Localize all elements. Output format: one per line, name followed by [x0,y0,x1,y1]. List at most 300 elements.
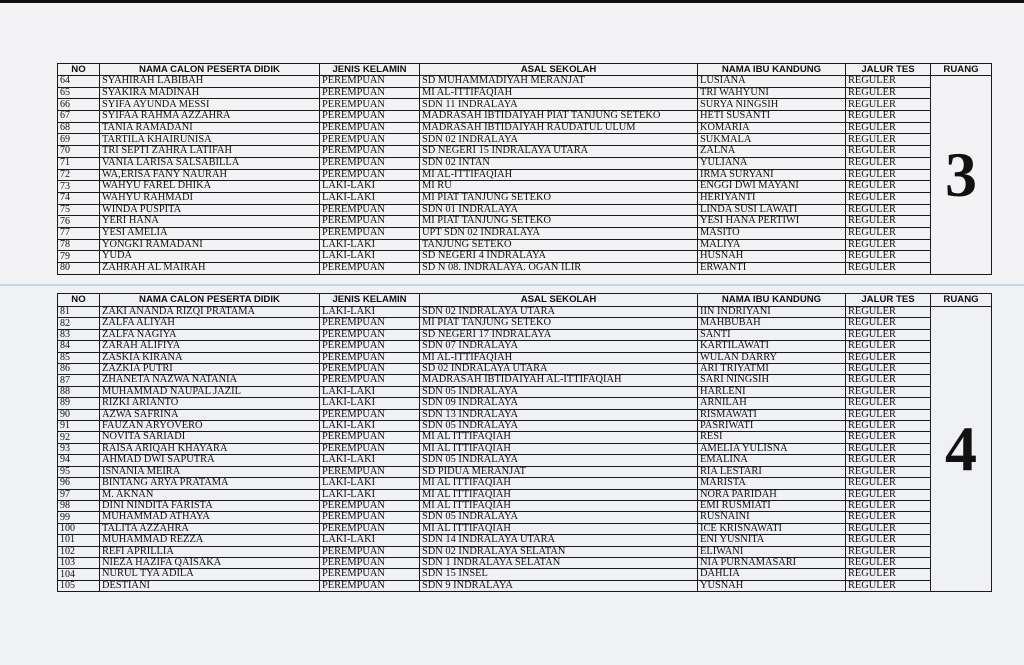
cell-asal-sekolah: SDN 05 INDRALAYA [420,421,698,432]
cell-nama: TALITA AZZAHRA [100,523,320,534]
cell-asal-sekolah: SD 02 INDRALAYA UTARA [420,364,698,375]
cell-jalur-tes: REGULER [846,535,931,546]
cell-asal-sekolah: SD NEGERI 15 INDRALAYA UTARA [420,146,698,158]
cell-no: 66 [58,99,100,111]
table-row [58,398,992,409]
cell-nama: ISNANIA MEIRA [100,466,320,477]
cell-jalur-tes: REGULER [846,146,931,158]
cell-jenis-kelamin: PEREMPUAN [320,523,420,534]
cell-jalur-tes: REGULER [846,76,931,88]
cell-asal-sekolah: MI AL-ITTIFAQIAH [420,352,698,363]
cell-nama: SYIFA AYUNDA MESSI [100,99,320,111]
cell-asal-sekolah: MI AL ITTIFAQIAH [420,489,698,500]
cell-nama-ibu: EMALINA [698,455,846,466]
header-nama-ibu: NAMA IBU KANDUNG [698,294,846,307]
cell-no: 102 [58,546,100,557]
cell-asal-sekolah: SD PIDUA MERANJAT [420,466,698,477]
cell-nama: REFI APRILLIA [100,546,320,557]
cell-nama-ibu: ERWANTI [698,263,846,275]
cell-nama: YESI AMELIA [100,227,320,239]
cell-nama-ibu: YUSNAH [698,580,846,591]
cell-asal-sekolah: MI AL-ITTIFAQIAH [420,169,698,181]
cell-nama: WAHYU RAHMADI [100,192,320,204]
table-row [58,239,992,251]
table-row [58,111,992,123]
cell-nama: SYAKIRA MADINAH [100,87,320,99]
cell-nama: YONGKI RAMADANI [100,239,320,251]
table-row [58,478,992,489]
cell-nama-ibu: ARI TRIYATMI [698,364,846,375]
cell-nama: YUDA [100,251,320,263]
cell-jalur-tes: REGULER [846,87,931,99]
cell-nama-ibu: MARISTA [698,478,846,489]
cell-nama-ibu: RESI [698,432,846,443]
cell-jenis-kelamin: LAKI-LAKI [320,181,420,193]
cell-no: 65 [58,87,100,99]
cell-nama-ibu: ELIWANI [698,546,846,557]
cell-no: 69 [58,134,100,146]
table-row [58,512,992,523]
cell-jalur-tes: REGULER [846,398,931,409]
cell-nama: ZARAH ALIFIYA [100,341,320,352]
cell-nama-ibu: YESI HANA PERTIWI [698,216,846,228]
cell-jenis-kelamin: PEREMPUAN [320,443,420,454]
cell-jenis-kelamin: PEREMPUAN [320,375,420,386]
cell-jenis-kelamin: PEREMPUAN [320,216,420,228]
cell-nama-ibu: IRMA SURYANI [698,169,846,181]
cell-jalur-tes: REGULER [846,251,931,263]
header-jenis-kelamin: JENIS KELAMIN [320,64,420,76]
cell-asal-sekolah: SDN 9 INDRALAYA [420,580,698,591]
cell-asal-sekolah: SDN 02 INDRALAYA UTARA [420,307,698,318]
cell-jenis-kelamin: LAKI-LAKI [320,489,420,500]
table-row [58,500,992,511]
cell-no: 78 [58,239,100,251]
cell-no: 71 [58,157,100,169]
room-number: 4 [931,307,992,592]
cell-no: 101 [58,535,100,546]
header-no: NO [58,64,100,76]
cell-no: 98 [58,500,100,511]
header-nama: NAMA CALON PESERTA DIDIK [100,64,320,76]
table-row [58,580,992,591]
cell-nama: WA,ERISA FANY NAURAH [100,169,320,181]
cell-jalur-tes: REGULER [846,318,931,329]
cell-no: 81 [58,307,100,318]
cell-no: 90 [58,409,100,420]
cell-nama-ibu: IIN INDRIYANI [698,307,846,318]
cell-jenis-kelamin: LAKI-LAKI [320,455,420,466]
cell-jenis-kelamin: LAKI-LAKI [320,192,420,204]
cell-asal-sekolah: MI RU [420,181,698,193]
cell-nama: SYAHIRAH LABIBAH [100,76,320,88]
header-asal-sekolah: ASAL SEKOLAH [420,64,698,76]
cell-nama: NOVITA SARIADI [100,432,320,443]
cell-jalur-tes: REGULER [846,500,931,511]
table-row [58,216,992,228]
cell-no: 95 [58,466,100,477]
table-row [58,535,992,546]
cell-jenis-kelamin: PEREMPUAN [320,227,420,239]
cell-nama: FAUZAN ARYOVERO [100,421,320,432]
table-row [58,87,992,99]
cell-jalur-tes: REGULER [846,375,931,386]
cell-jalur-tes: REGULER [846,478,931,489]
cell-nama-ibu: HUSNAH [698,251,846,263]
table-row [58,455,992,466]
cell-nama: ZAZKIA PUTRI [100,364,320,375]
cell-no: 76 [58,216,100,228]
cell-no: 73 [58,181,100,193]
table-header-row [58,64,992,76]
roster-table-room-3 [57,63,992,275]
cell-no: 91 [58,421,100,432]
table-row [58,557,992,568]
cell-jalur-tes: REGULER [846,421,931,432]
table-row [58,364,992,375]
cell-asal-sekolah: SDN 09 INDRALAYA [420,398,698,409]
cell-nama-ibu: HETI SUSANTI [698,111,846,123]
cell-nama-ibu: AMELIA YULISNA [698,443,846,454]
table-row [58,432,992,443]
cell-nama: ZAKI ANANDA RIZQI PRATAMA [100,307,320,318]
cell-asal-sekolah: SDN 07 INDRALAYA [420,341,698,352]
cell-nama-ibu: HARLENI [698,386,846,397]
cell-asal-sekolah: MADRASAH IBTIDAIYAH RAUDATUL ULUM [420,122,698,134]
cell-asal-sekolah: SDN 05 INDRALAYA [420,512,698,523]
cell-jalur-tes: REGULER [846,580,931,591]
cell-nama-ibu: SUKMALA [698,134,846,146]
cell-nama: YERI HANA [100,216,320,228]
table-row [58,466,992,477]
cell-no: 70 [58,146,100,158]
cell-jalur-tes: REGULER [846,409,931,420]
table-row [58,157,992,169]
cell-no: 68 [58,122,100,134]
cell-asal-sekolah: SDN 05 INDRALAYA [420,455,698,466]
cell-jalur-tes: REGULER [846,263,931,275]
cell-jalur-tes: REGULER [846,204,931,216]
cell-no: 92 [58,432,100,443]
cell-no: 79 [58,251,100,263]
cell-no: 64 [58,76,100,88]
cell-nama-ibu: KARTILAWATI [698,341,846,352]
table-header-row [58,294,992,307]
cell-nama: VANIA LARISA SALSABILLA [100,157,320,169]
cell-asal-sekolah: MI AL ITTIFAQIAH [420,478,698,489]
cell-nama: ZAHRAH AL MAIRAH [100,263,320,275]
cell-jalur-tes: REGULER [846,466,931,477]
cell-nama-ibu: MALIYA [698,239,846,251]
cell-asal-sekolah: MADRASAH IBTIDAIYAH AL-ITTIFAQIAH [420,375,698,386]
cell-jenis-kelamin: LAKI-LAKI [320,478,420,489]
cell-nama-ibu: PASRIWATI [698,421,846,432]
table-row [58,122,992,134]
cell-jenis-kelamin: PEREMPUAN [320,580,420,591]
cell-no: 84 [58,341,100,352]
cell-jenis-kelamin: PEREMPUAN [320,364,420,375]
cell-nama-ibu: TRI WAHYUNI [698,87,846,99]
cell-nama-ibu: RISMAWATI [698,409,846,420]
cell-jenis-kelamin: PEREMPUAN [320,500,420,511]
table-row [58,386,992,397]
cell-jalur-tes: REGULER [846,134,931,146]
cell-jenis-kelamin: PEREMPUAN [320,204,420,216]
cell-nama: NIEZA HAZIFA QAISAKA [100,557,320,568]
cell-jalur-tes: REGULER [846,557,931,568]
cell-asal-sekolah: MI AL ITTIFAQIAH [420,432,698,443]
cell-asal-sekolah: UPT SDN 02 INDRALAYA [420,227,698,239]
cell-asal-sekolah: SDN 01 INDRALAYA [420,204,698,216]
cell-nama: ZALFA NAGIYA [100,329,320,340]
cell-no: 89 [58,398,100,409]
cell-asal-sekolah: SDN 05 INDRALAYA [420,386,698,397]
cell-asal-sekolah: MI AL-ITTIFAQIAH [420,87,698,99]
table-row [58,318,992,329]
cell-nama: MUHAMMAD REZZA [100,535,320,546]
cell-jenis-kelamin: PEREMPUAN [320,557,420,568]
cell-jenis-kelamin: PEREMPUAN [320,546,420,557]
cell-no: 86 [58,364,100,375]
cell-nama: TARTILA KHAIRUNISA [100,134,320,146]
cell-no: 74 [58,192,100,204]
cell-jalur-tes: REGULER [846,181,931,193]
table-body [58,76,992,275]
cell-asal-sekolah: SDN 1 INDRALAYA SELATAN [420,557,698,568]
cell-asal-sekolah: SDN 14 INDRALAYA UTARA [420,535,698,546]
cell-no: 82 [58,318,100,329]
cell-nama-ibu: NORA PARIDAH [698,489,846,500]
cell-jenis-kelamin: PEREMPUAN [320,352,420,363]
cell-nama-ibu: NIA PURNAMASARI [698,557,846,568]
cell-asal-sekolah: MADRASAH IBTIDAIYAH PIAT TANJUNG SETEKO [420,111,698,123]
header-ruang: RUANG [931,294,992,307]
cell-nama: RIZKI ARIANTO [100,398,320,409]
cell-nama: DESTIANI [100,580,320,591]
cell-nama-ibu: YULIANA [698,157,846,169]
table-row [58,307,992,318]
cell-jenis-kelamin: PEREMPUAN [320,466,420,477]
cell-no: 103 [58,557,100,568]
cell-nama: MUHAMMAD NAUPAL JAZIL [100,386,320,397]
cell-nama: RAISA ARIQAH KHAYARA [100,443,320,454]
cell-jenis-kelamin: PEREMPUAN [320,76,420,88]
cell-nama: TANIA RAMADANI [100,122,320,134]
cell-nama: SYIFAA RAHMA AZZAHRA [100,111,320,123]
cell-nama: TRI SEPTI ZAHRA LATIFAH [100,146,320,158]
cell-jenis-kelamin: PEREMPUAN [320,87,420,99]
cell-asal-sekolah: SDN 02 INDRALAYA [420,134,698,146]
table-row [58,489,992,500]
cell-asal-sekolah: SD MUHAMMADIYAH MERANJAT [420,76,698,88]
cell-jenis-kelamin: PEREMPUAN [320,169,420,181]
cell-asal-sekolah: MI PIAT TANJUNG SETEKO [420,192,698,204]
cell-nama-ibu: KOMARIA [698,122,846,134]
cell-nama-ibu: LINDA SUSI LAWATI [698,204,846,216]
cell-no: 88 [58,386,100,397]
cell-no: 80 [58,263,100,275]
table-row [58,134,992,146]
cell-no: 83 [58,329,100,340]
cell-no: 87 [58,375,100,386]
cell-nama: DINI NINDITA FARISTA [100,500,320,511]
table-row [58,523,992,534]
cell-nama: ZALFA ALIYAH [100,318,320,329]
cell-jalur-tes: REGULER [846,386,931,397]
cell-jalur-tes: REGULER [846,216,931,228]
header-jalur-tes: JALUR TES [846,294,931,307]
cell-asal-sekolah: SD NEGERI 17 INDRALAYA [420,329,698,340]
table-row [58,263,992,275]
cell-no: 67 [58,111,100,123]
table-body [58,307,992,592]
cell-no: 75 [58,204,100,216]
cell-nama-ibu: DAHLIA [698,569,846,580]
cell-asal-sekolah: MI AL ITTIFAQIAH [420,443,698,454]
cell-jenis-kelamin: PEREMPUAN [320,512,420,523]
cell-nama-ibu: HERIYANTI [698,192,846,204]
cell-asal-sekolah: MI AL ITTIFAQIAH [420,523,698,534]
cell-asal-sekolah: TANJUNG SETEKO [420,239,698,251]
cell-jalur-tes: REGULER [846,443,931,454]
table-row [58,204,992,216]
cell-jalur-tes: REGULER [846,569,931,580]
table-row [58,443,992,454]
header-jenis-kelamin: JENIS KELAMIN [320,294,420,307]
room-number: 3 [931,76,992,275]
header-ruang: RUANG [931,64,992,76]
cell-nama: M. AKNAN [100,489,320,500]
header-asal-sekolah: ASAL SEKOLAH [420,294,698,307]
cell-jalur-tes: REGULER [846,546,931,557]
roster-table-room-4 [57,293,992,592]
cell-nama-ibu: RIA LESTARI [698,466,846,477]
cell-no: 104 [58,569,100,580]
cell-asal-sekolah: SDN 02 INDRALAYA SELATAN [420,546,698,557]
cell-nama-ibu: SANTI [698,329,846,340]
header-jalur-tes: JALUR TES [846,64,931,76]
cell-nama: MUHAMMAD ATHAYA [100,512,320,523]
cell-nama-ibu: SARI NINGSIH [698,375,846,386]
cell-nama: WAHYU FAREL DHIKA [100,181,320,193]
cell-jalur-tes: REGULER [846,364,931,375]
cell-jenis-kelamin: LAKI-LAKI [320,251,420,263]
cell-jalur-tes: REGULER [846,523,931,534]
cell-jenis-kelamin: PEREMPUAN [320,569,420,580]
scan-top-edge [0,0,1024,3]
table-row [58,251,992,263]
cell-no: 72 [58,169,100,181]
table-row [58,569,992,580]
cell-asal-sekolah: MI AL ITTIFAQIAH [420,500,698,511]
table-row [58,146,992,158]
cell-no: 100 [58,523,100,534]
cell-nama: BINTANG ARYA PRATAMA [100,478,320,489]
cell-nama-ibu: ENGGI DWI MAYANI [698,181,846,193]
cell-asal-sekolah: SDN 15 INSEL [420,569,698,580]
cell-no: 77 [58,227,100,239]
header-nama: NAMA CALON PESERTA DIDIK [100,294,320,307]
cell-jenis-kelamin: PEREMPUAN [320,134,420,146]
cell-nama-ibu: MASITO [698,227,846,239]
cell-no: 96 [58,478,100,489]
cell-nama-ibu: MAHBUBAH [698,318,846,329]
table-row [58,421,992,432]
table-row [58,99,992,111]
cell-nama: ZASKIA KIRANA [100,352,320,363]
cell-jenis-kelamin: LAKI-LAKI [320,398,420,409]
cell-no: 85 [58,352,100,363]
table-row [58,352,992,363]
cell-no: 94 [58,455,100,466]
cell-jalur-tes: REGULER [846,432,931,443]
cell-asal-sekolah: SD NEGERI 4 INDRALAYA [420,251,698,263]
cell-jalur-tes: REGULER [846,489,931,500]
cell-nama-ibu: WULAN DARRY [698,352,846,363]
cell-jenis-kelamin: LAKI-LAKI [320,239,420,251]
cell-nama: AHMAD DWI SAPUTRA [100,455,320,466]
cell-nama-ibu: ZALNA [698,146,846,158]
cell-jenis-kelamin: LAKI-LAKI [320,307,420,318]
cell-jenis-kelamin: LAKI-LAKI [320,421,420,432]
cell-jenis-kelamin: LAKI-LAKI [320,535,420,546]
cell-nama: ZHANETA NAZWA NATANIA [100,375,320,386]
cell-no: 93 [58,443,100,454]
cell-asal-sekolah: SDN 02 INTAN [420,157,698,169]
header-nama-ibu: NAMA IBU KANDUNG [698,64,846,76]
cell-jalur-tes: REGULER [846,352,931,363]
cell-jalur-tes: REGULER [846,307,931,318]
cell-nama-ibu: LUSIANA [698,76,846,88]
cell-asal-sekolah: SDN 13 INDRALAYA [420,409,698,420]
cell-no: 105 [58,580,100,591]
cell-jenis-kelamin: PEREMPUAN [320,409,420,420]
cell-asal-sekolah: MI PIAT TANJUNG SETEKO [420,318,698,329]
cell-nama-ibu: ENI YUSNITA [698,535,846,546]
cell-nama-ibu: ARNILAH [698,398,846,409]
cell-asal-sekolah: MI PIAT TANJUNG SETEKO [420,216,698,228]
table-row [58,169,992,181]
cell-jenis-kelamin: PEREMPUAN [320,263,420,275]
cell-jalur-tes: REGULER [846,99,931,111]
cell-no: 99 [58,512,100,523]
header-no: NO [58,294,100,307]
table-row [58,227,992,239]
cell-jenis-kelamin: LAKI-LAKI [320,386,420,397]
cell-jenis-kelamin: PEREMPUAN [320,157,420,169]
cell-jenis-kelamin: PEREMPUAN [320,122,420,134]
cell-jalur-tes: REGULER [846,227,931,239]
cell-nama-ibu: RUSNAINI [698,512,846,523]
cell-jalur-tes: REGULER [846,122,931,134]
table-row [58,546,992,557]
cell-jenis-kelamin: PEREMPUAN [320,341,420,352]
cell-no: 97 [58,489,100,500]
cell-jenis-kelamin: PEREMPUAN [320,111,420,123]
page-fold-line [0,284,1024,286]
cell-jenis-kelamin: PEREMPUAN [320,318,420,329]
cell-nama-ibu: ICE KRISNAWATI [698,523,846,534]
table-row [58,76,992,88]
cell-jenis-kelamin: PEREMPUAN [320,432,420,443]
cell-jalur-tes: REGULER [846,192,931,204]
cell-jalur-tes: REGULER [846,455,931,466]
table-row [58,192,992,204]
cell-jalur-tes: REGULER [846,329,931,340]
cell-jalur-tes: REGULER [846,341,931,352]
table-row [58,409,992,420]
cell-jenis-kelamin: PEREMPUAN [320,329,420,340]
